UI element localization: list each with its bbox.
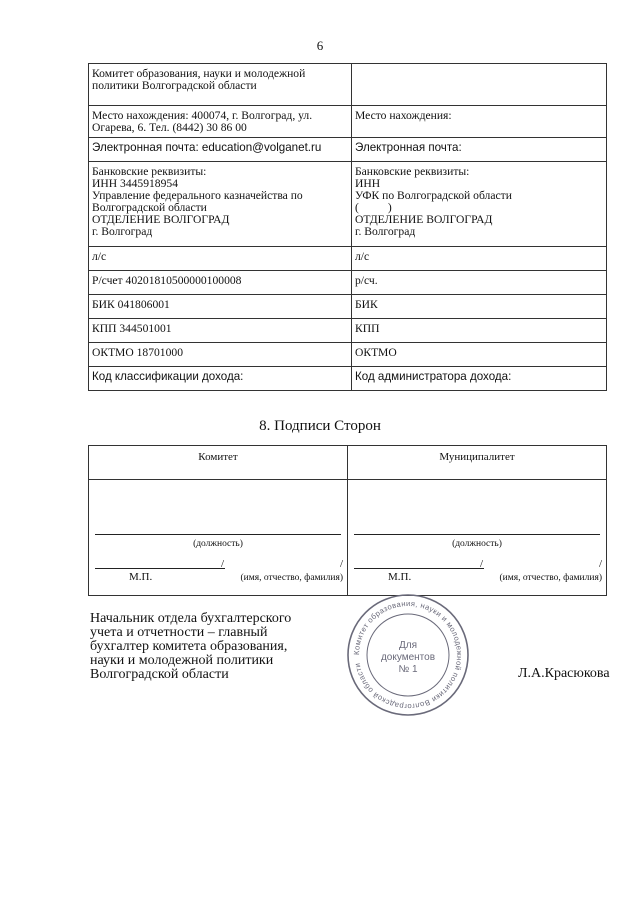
- requisite-line: политики Волгоградской области: [92, 79, 257, 92]
- requisite-line: Банковские реквизиты:: [355, 165, 470, 178]
- requisite-line: Место нахождения: 400074, г. Волгоград, ул.: [92, 109, 313, 122]
- requisite-line: р/сч.: [355, 274, 378, 287]
- requisite-line: ОТДЕЛЕНИЕ ВОЛГОГРАД: [92, 213, 230, 226]
- requisite-line: Управление федерального казначейства по: [92, 189, 303, 202]
- municipality-requisite-cell: [352, 295, 607, 319]
- stamp-place-label: М.П.: [129, 571, 153, 583]
- municipality-signature-cell: [348, 480, 607, 596]
- signature-line: [354, 568, 484, 569]
- requisites-row: [89, 343, 607, 367]
- official-stamp: [345, 592, 471, 718]
- signer-name: Л.А.Красюкова: [518, 666, 610, 681]
- requisite-line: КПП 344501001: [92, 322, 172, 335]
- signer-title-line: учета и отчетности – главный: [90, 625, 268, 640]
- committee-requisite-cell: [89, 367, 352, 391]
- committee-requisite-cell: [89, 64, 352, 106]
- municipality-requisite-cell: [352, 319, 607, 343]
- stamp-line2: документов: [380, 652, 436, 663]
- requisite-line: г. Волгоград: [92, 225, 153, 238]
- fio-label: (имя, отчество, фамилия): [240, 573, 343, 583]
- requisites-row: [89, 138, 607, 162]
- position-label: (должность): [193, 539, 243, 549]
- requisites-row: [89, 64, 607, 106]
- stamp-place-label: М.П.: [388, 571, 412, 583]
- requisites-row: [89, 319, 607, 343]
- committee-requisite-cell: [89, 106, 352, 138]
- requisite-line: Огарева, 6. Тел. (8442) 30 86 00: [92, 121, 247, 134]
- requisite-line: л/с: [355, 250, 370, 263]
- signer-title-line: Начальник отдела бухгалтерского: [90, 611, 292, 626]
- requisite-line: ( ): [355, 201, 392, 214]
- requisite-line: ИНН: [355, 177, 381, 190]
- requisite-line: ОТДЕЛЕНИЕ ВОЛГОГРАД: [355, 213, 493, 226]
- requisite-line: ОКТМО 18701000: [92, 346, 183, 359]
- requisite-line: Электронная почта: education@volganet.ru: [92, 141, 322, 154]
- signer-title-line: Волгоградской области: [90, 667, 229, 682]
- fio-label: (имя, отчество, фамилия): [499, 573, 602, 583]
- committee-requisite-cell: [89, 295, 352, 319]
- committee-signature-cell: [89, 480, 348, 596]
- requisite-line: л/с: [92, 250, 107, 263]
- requisites-row: [89, 247, 607, 271]
- requisites-row: [89, 367, 607, 391]
- slash: /: [598, 558, 602, 570]
- requisite-line: г. Волгоград: [355, 225, 416, 238]
- municipality-requisite-cell: [352, 162, 607, 247]
- requisites-row: [89, 295, 607, 319]
- requisite-line: Р/счет 40201810500000100008: [92, 274, 242, 287]
- position-label: (должность): [452, 539, 502, 549]
- requisite-line: Электронная почта:: [355, 141, 462, 154]
- requisite-line: Банковские реквизиты:: [92, 165, 207, 178]
- requisite-line: КПП: [355, 322, 380, 335]
- position-line: [354, 534, 600, 535]
- committee-requisite-cell: [89, 162, 352, 247]
- municipality-requisite-cell: [352, 106, 607, 138]
- stamp-line3: № 1: [398, 664, 418, 675]
- requisite-line: Комитет образования, науки и молодежной: [92, 67, 306, 80]
- requisite-line: ОКТМО: [355, 346, 397, 359]
- committee-requisite-cell: [89, 271, 352, 295]
- requisites-row: [89, 271, 607, 295]
- requisite-line: УФК по Волгоградской области: [355, 189, 512, 202]
- municipality-requisite-cell: [352, 343, 607, 367]
- slash: /: [339, 558, 343, 570]
- municipality-requisite-cell: [352, 64, 607, 106]
- requisite-line: Код администратора дохода:: [355, 370, 512, 383]
- stamp-outer-text: Комитет образования, науки и молодежной политики Волгоградской области: [351, 598, 465, 712]
- page-number: 6: [316, 38, 324, 53]
- municipality-requisite-cell: [352, 367, 607, 391]
- signature-line: [95, 568, 225, 569]
- committee-requisite-cell: [89, 343, 352, 367]
- requisites-row: [89, 106, 607, 138]
- municipality-requisite-cell: [352, 138, 607, 162]
- requisite-line: Место нахождения:: [355, 109, 452, 122]
- signatures-table: [88, 445, 607, 596]
- committee-requisite-cell: [89, 247, 352, 271]
- slash: /: [221, 558, 225, 570]
- committee-requisite-cell: [89, 319, 352, 343]
- committee-requisite-cell: [89, 138, 352, 162]
- requisites-table: [88, 63, 607, 391]
- stamp-line1: Для: [398, 640, 418, 651]
- position-line: [95, 534, 341, 535]
- requisite-line: ИНН 3445918954: [92, 177, 178, 190]
- requisite-line: БИК: [355, 298, 378, 311]
- requisite-line: Код классификации дохода:: [92, 370, 244, 383]
- municipality-requisite-cell: [352, 247, 607, 271]
- signer-title: [90, 612, 350, 682]
- slash: /: [480, 558, 484, 570]
- requisite-line: БИК 041806001: [92, 298, 170, 311]
- signer-title-line: бухгалтер комитета образования,: [90, 639, 288, 654]
- signer-title-line: науки и молодежной политики: [90, 653, 274, 668]
- section-title: 8. Подписи Сторон: [259, 418, 381, 434]
- committee-header: Комитет: [89, 446, 348, 480]
- municipality-requisite-cell: [352, 271, 607, 295]
- requisite-line: Волгоградской области: [92, 201, 207, 214]
- requisites-row: [89, 162, 607, 247]
- municipality-header: Муниципалитет: [348, 446, 607, 480]
